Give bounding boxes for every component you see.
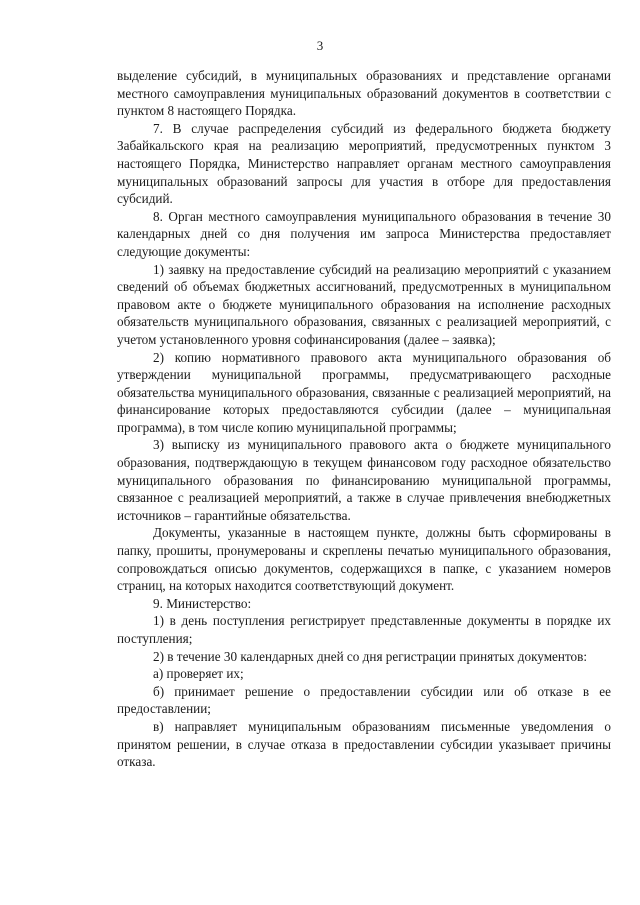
paragraph: а) проверяет их; — [153, 666, 244, 682]
paragraph: 1) заявку на предоставление субсидий на реализацию мероприятий с указанием сведений об объемах бюджетных ассигнований, предусмотренных в муниципальном правовом акте о бюджете муниципального образования на исполнение расходных обязательств муниципального образования, связанных с реализацией мероприятий, с учетом установленного уровня софинансирования (далее – заявка); — [117, 261, 611, 347]
paragraph: 3) выписку из муниципального правового акта о бюджете муниципального образования, подтверждающую в текущем финансовом году расходное обязательство муниципального образования по финансированию муниципальной программы, связанное с реализацией мероприятий, а также в случае привлечения внебюджетных источников – гарантийные обязательства. — [117, 437, 611, 523]
paragraph: 2) в течение 30 календарных дней со дня регистрации принятых документов: — [153, 648, 588, 664]
paragraph: 7. В случае распределения субсидий из федерального бюджета бюджету Забайкальского края на реализацию мероприятий, предусмотренных пунктом 3 настоящего Порядка, Министерство направляет органам местного самоуправления муниципальных образований запросы для участия в отборе для предоставления субсидий. — [117, 120, 611, 207]
paragraph: 1) в день поступления регистрирует представленные документы в порядке их поступления; — [117, 613, 611, 646]
paragraph: 9. Министерство: — [153, 595, 252, 611]
paragraph: б) принимает решение о предоставлении субсидии или об отказе в ее предоставлении; — [117, 683, 611, 717]
paragraph: 8. Орган местного самоуправления муниципального образования в течение 30 календарных дней со дня получения им запроса Министерства предоставляет следующие документы: — [117, 208, 611, 259]
paragraph: выделение субсидий, в муниципальных образованиях и представление органами местного самоуправления муниципальных образований документов в соответствии с пунктом 8 настоящего Порядка. — [117, 68, 611, 119]
paragraph: 2) копию нормативного правового акта муниципального образования об утверждении муниципальной программы, предусматривающего расходные обязательства муниципального образования, связанные с реализацией мероприятий, на финансирование которых предоставляются субсидии (далее – муниципальная программа), в том числе копию муниципальной программы; — [117, 349, 611, 435]
page-number: 3 — [316, 38, 324, 53]
document-body — [117, 67, 611, 771]
paragraph: в) направляет муниципальным образованиям письменные уведомления о принятом решении, в случае отказа в предоставлении субсидии указывает причины отказа. — [117, 718, 611, 770]
paragraph: Документы, указанные в настоящем пункте, должны быть сформированы в папку, прошиты, пронумерованы и скреплены печатью муниципального образования, сопровождаться описью документов, содержащихся в папке, с указанием номеров страниц, на которых находится соответствующий документ. — [117, 525, 611, 594]
